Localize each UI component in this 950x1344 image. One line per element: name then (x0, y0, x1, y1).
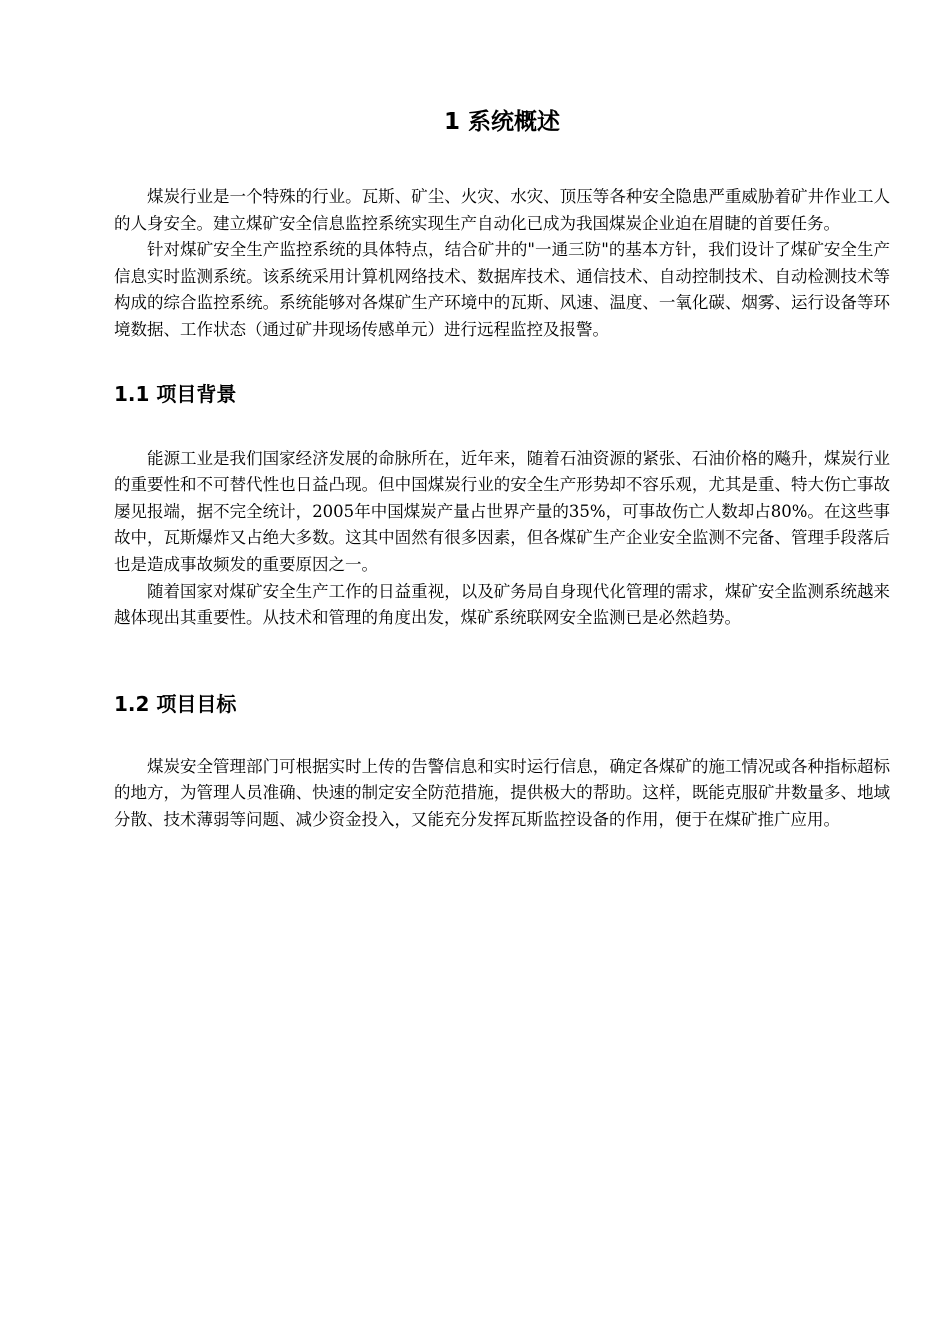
chapter-paragraph-2: 针对煤矿安全生产监控系统的具体特点，结合矿井的"一通三防"的基本方针，我们设计了煤矿安全生产信息实时监测系统。该系统采用计算机网络技术、数据库技术、通信技术、自动控制技术、自动检测技术等构成的综合监控系统。系统能够对各煤矿生产环境中的瓦斯、风速、温度、一氧化碳、烟雾、运行设备等环境数据、工作状态（通过矿井现场传感单元）进行远程监控及报警。 (114, 240, 890, 339)
section-title-project-goal: 1.2 项目目标 (114, 691, 237, 716)
chapter-title: 1 系统概述 (443, 109, 560, 135)
background-paragraph-2: 随着国家对煤矿安全生产工作的日益重视，以及矿务局自身现代化管理的需求，煤矿安全监测系统越来越体现出其重要性。从技术和管理的角度出发，煤矿系统联网安全监测已是必然趋势。 (114, 581, 890, 628)
goal-paragraph-1: 煤炭安全管理部门可根据实时上传的告警信息和实时运行信息，确定各煤矿的施工情况或各种指标超标的地方，为管理人员准确、快速的制定安全防范措施，提供极大的帮助。这样，既能克服矿井数量多、地域分散、技术薄弱等问题、减少资金投入，又能充分发挥瓦斯监控设备的作用，便于在煤矿推广应用。 (114, 756, 890, 829)
chapter-paragraph-1: 煤炭行业是一个特殊的行业。瓦斯、矿尘、火灾、水灾、顶压等各种安全隐患严重威胁着矿井作业工人的人身安全。建立煤矿安全信息监控系统实现生产自动化已成为我国煤炭企业迫在眉睫的首要任务。 (114, 187, 890, 233)
document-body (114, 104, 890, 834)
background-paragraph-1: 能源工业是我们国家经济发展的命脉所在，近年来，随着石油资源的紧张、石油价格的飚升，煤炭行业的重要性和不可替代性也日益凸现。但中国煤炭行业的安全生产形势却不容乐观，尤其是重、特大伤亡事故屡见报端，据不完全统计，2005年中国煤炭产量占世界产量的35%，可事故伤亡人数却占80%。在这些事故中，瓦斯爆炸又占绝大多数。这其中固然有很多因素，但各煤矿生产企业安全监测不完备、管理手段落后也是造成事故频发的重要原因之一。 (114, 448, 890, 574)
section-title-project-background: 1.1 项目背景 (114, 381, 237, 406)
